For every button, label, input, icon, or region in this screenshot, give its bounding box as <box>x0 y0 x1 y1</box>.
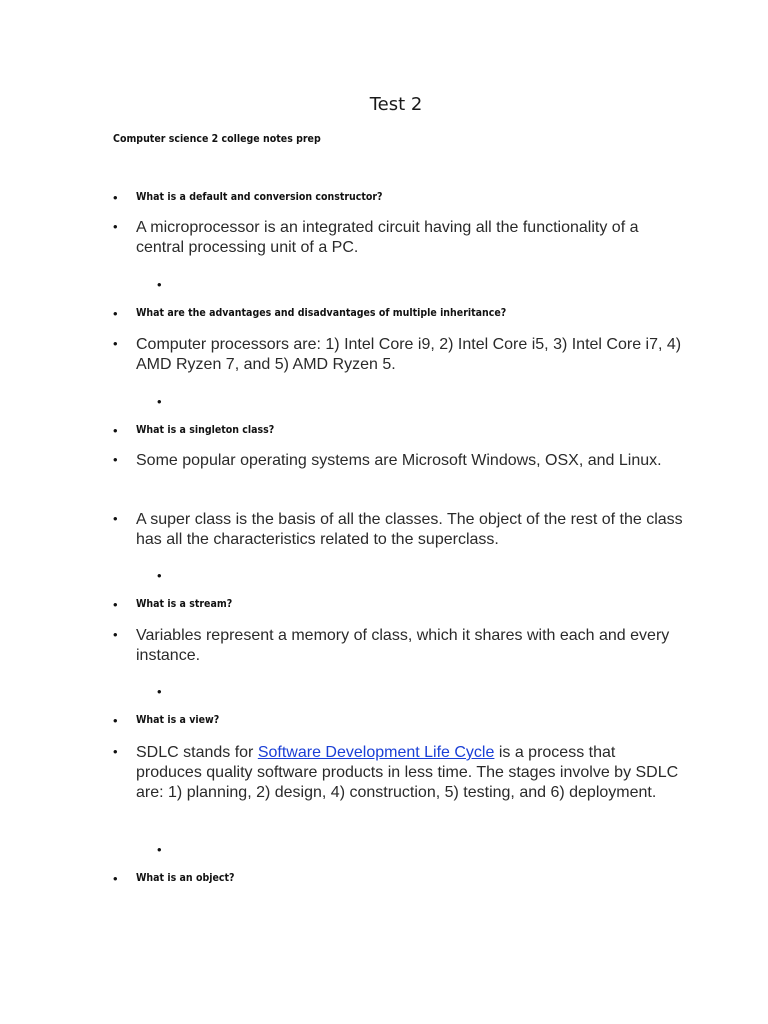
question-text: What is a view? <box>136 713 220 726</box>
bullet-icon: • <box>113 744 118 759</box>
answer-text: A super class is the basis of all the classes. The object of the rest of the class has all the characteristics related to the superclass. <box>136 511 683 548</box>
question-text: What is a default and conversion constructor? <box>136 190 383 203</box>
answer-text <box>136 743 684 803</box>
sdlc-prefix: SDLC stands for <box>136 744 258 761</box>
sdlc-suffix: is a process that produces quality software products in less time. The stages involve by SDLC are: 1) planning, 2) design, 4) construction, 5) testing, and 6) deployment. <box>136 744 679 801</box>
document-title: Test 2 <box>369 94 423 115</box>
bullet-icon: • <box>113 452 118 467</box>
sdlc-link[interactable]: Software Development Life Cycle <box>257 744 495 761</box>
bullet-icon: • <box>157 394 162 409</box>
bullet-icon: • <box>157 568 162 583</box>
bullet-icon: • <box>113 306 118 321</box>
answer-text: A microprocessor is an integrated circuit having all the functionality of a central processing unit of a PC. <box>136 219 639 256</box>
bullet-icon: • <box>157 277 162 292</box>
bullet-icon: • <box>157 842 162 857</box>
question-text: What is a stream? <box>136 597 233 610</box>
document-subtitle: Computer science 2 college notes prep <box>113 132 321 145</box>
bullet-icon: • <box>157 684 162 699</box>
bullet-icon: • <box>113 627 118 642</box>
answer-text: Computer processors are: 1) Intel Core i9, 2) Intel Core i5, 3) Intel Core i7, 4) AMD Ryzen 7, and 5) AMD Ryzen 5. <box>136 336 682 373</box>
bullet-icon: • <box>113 511 118 526</box>
question-text: What are the advantages and disadvantages of multiple inheritance? <box>136 306 507 319</box>
bullet-icon: • <box>113 190 118 205</box>
bullet-icon: • <box>113 219 118 234</box>
question-text: What is a singleton class? <box>136 423 275 436</box>
bullet-icon: • <box>113 597 118 612</box>
bullet-icon: • <box>113 713 118 728</box>
bullet-icon: • <box>113 336 118 351</box>
bullet-icon: • <box>113 871 118 886</box>
answer-text: Some popular operating systems are Microsoft Windows, OSX, and Linux. <box>136 452 662 469</box>
question-text: What is an object? <box>136 871 235 884</box>
bullet-icon: • <box>113 423 118 438</box>
answer-text: Variables represent a memory of class, which it shares with each and every instance. <box>136 627 670 664</box>
